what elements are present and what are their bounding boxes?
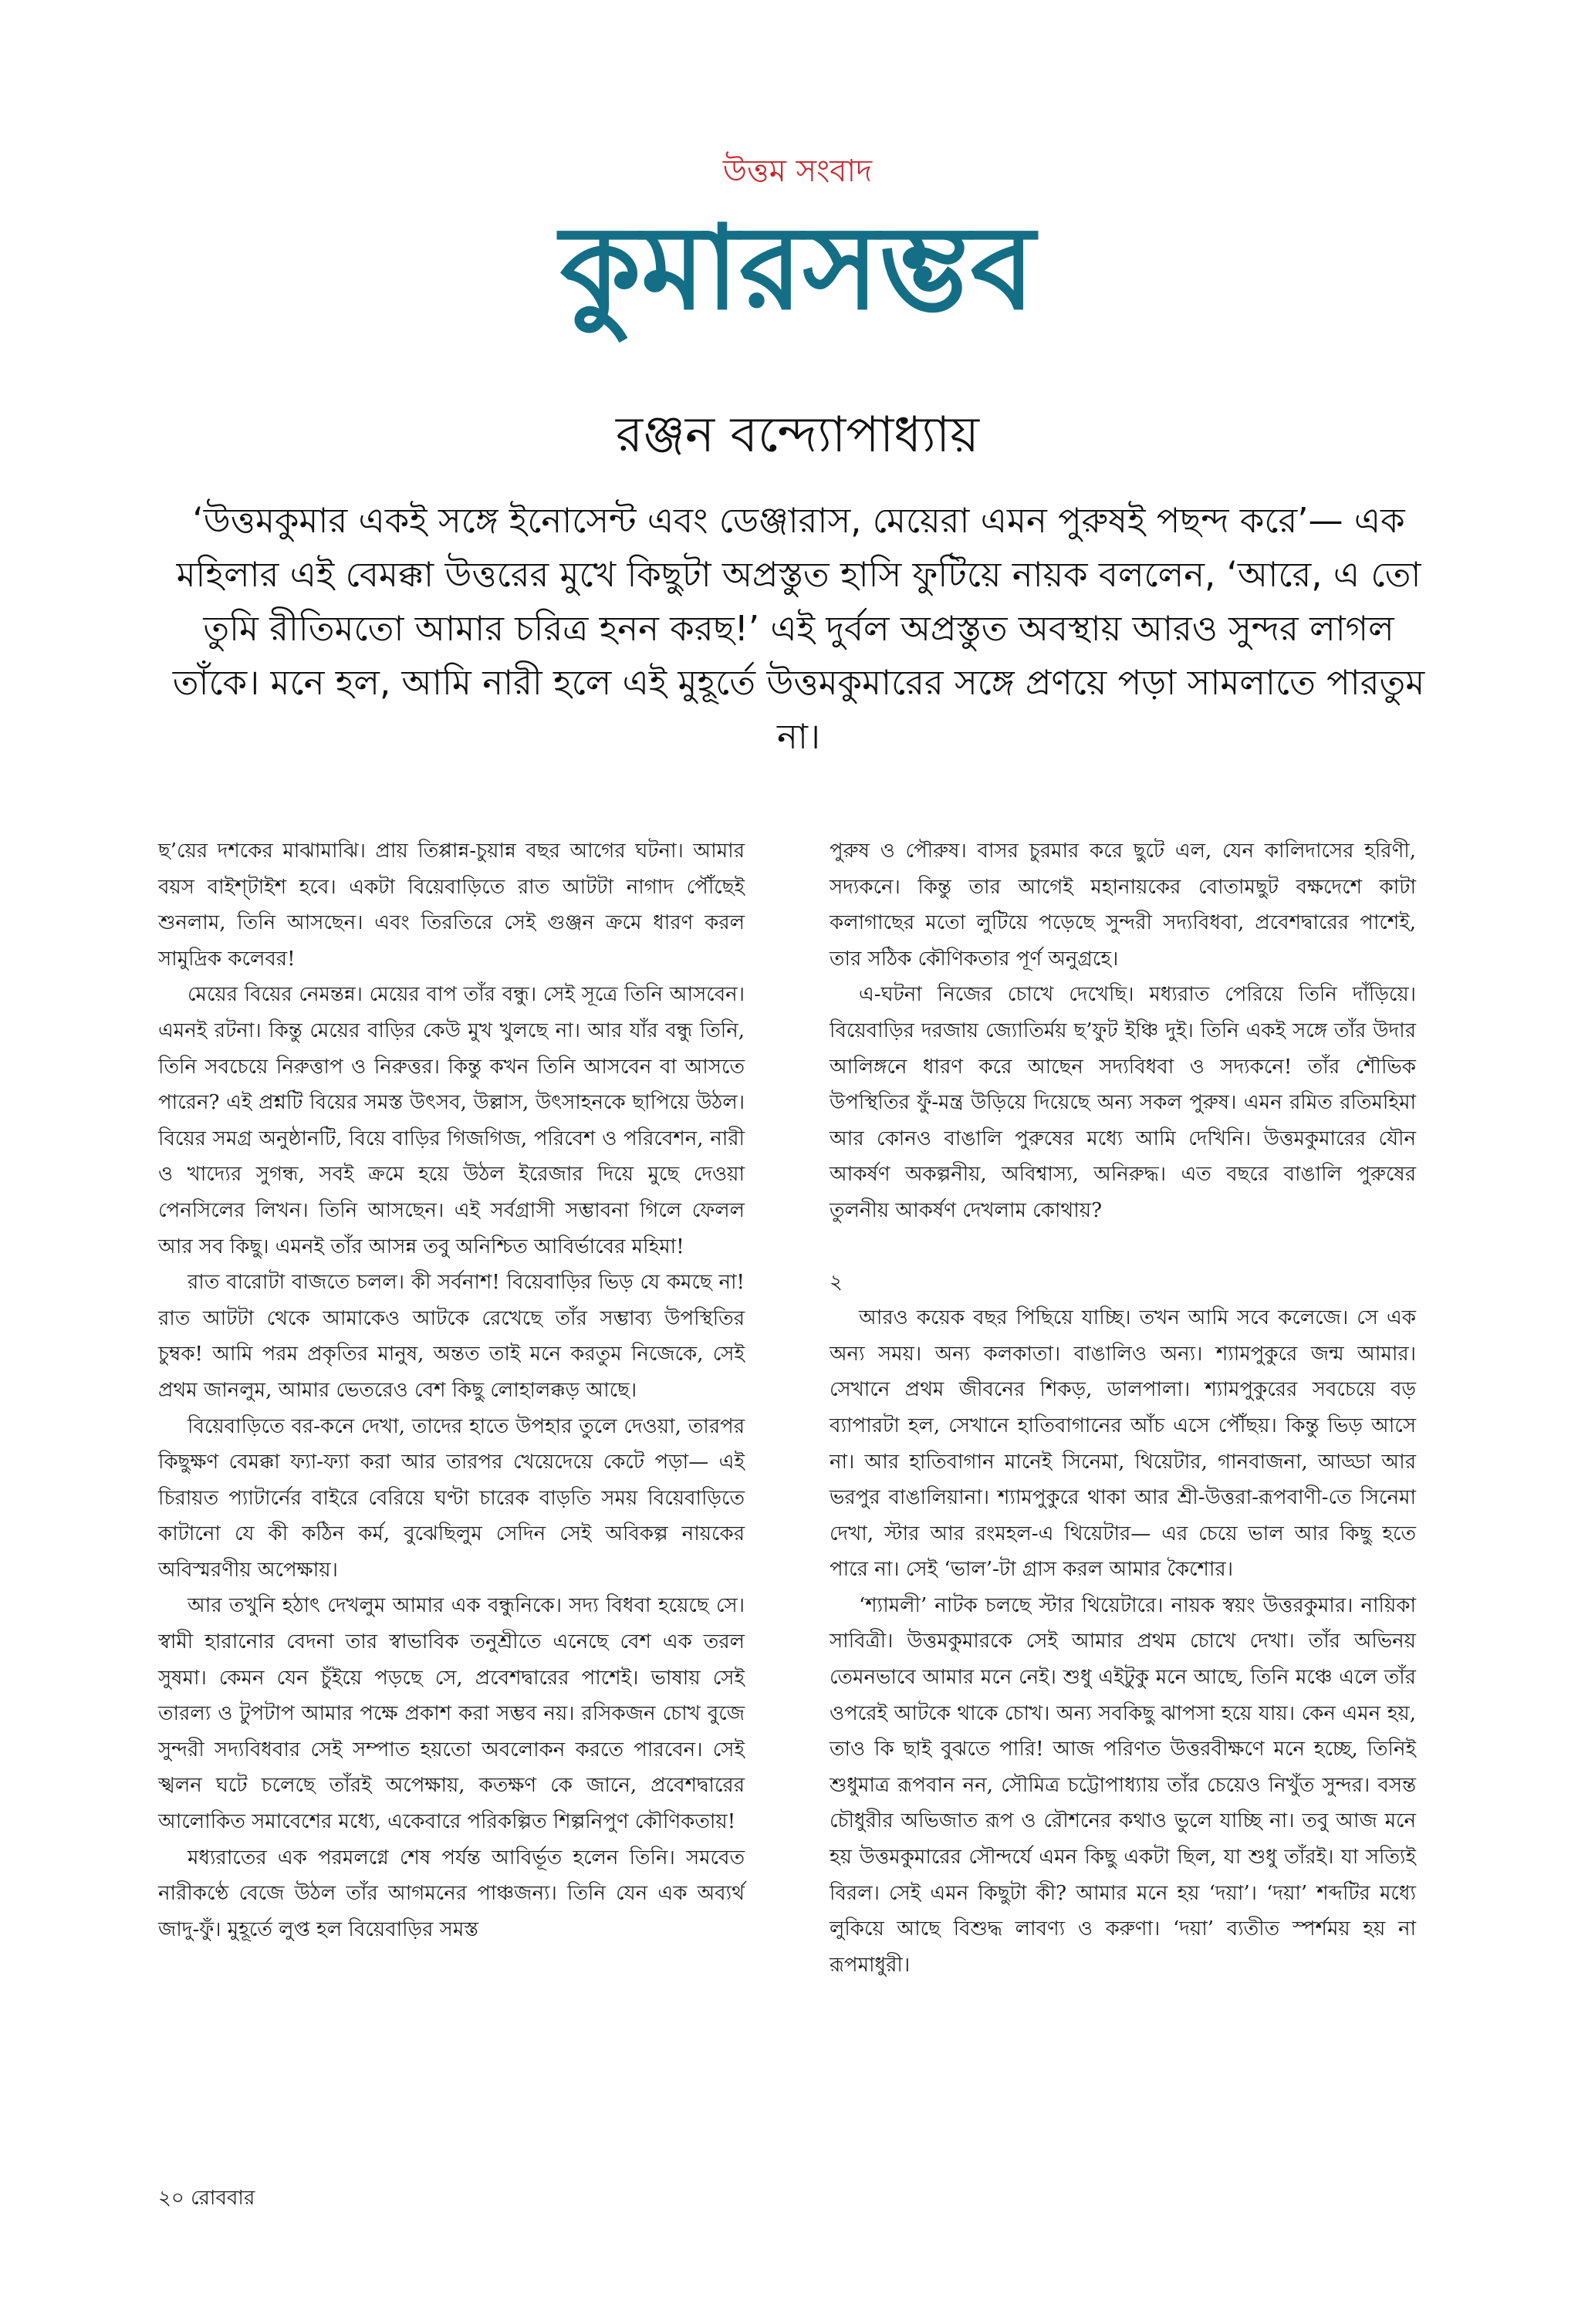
paragraph: আরও কয়েক বছর পিছিয়ে যাচ্ছি। তখন আমি সবে কলেজে। সে এক অন্য সময়। অন্য কলকাতা। বাঙালিও অন্য। শ্যামপুকুরে জন্ম আমার। সেখানে প্রথম জীবনের শিকড়, ডালপালা। শ্যামপুকুরের সবচেয়ে বড় ব্যাপারটা হল, সেখানে হাতিবাগানের আঁচ এসে পৌঁছয়। কিন্তু ভিড় আসে না। আর হাতিবাগান মানেই সিনেমা, থিয়েটার, গানবাজনা, আড্ডা আর ভরপুর বাঙালিয়ানা। শ্যামপুকুরে থাকা আর শ্রী-উত্তরা-রূপবাণী-তে সিনেমা দেখা, স্টার আর রংমহল-এ থিয়েটার— এর চেয়ে ভাল আর কিছু হতে পারে না। সেই ‘ভাল’-টা গ্রাস করল আমার কৈশোর। — [830, 1306, 1416, 1582]
paragraph: পুরুষ ও পৌরুষ। বাসর চুরমার করে ছুটে এল, যেন কালিদাসের হরিণী, সদ্যকনে। কিন্তু তার আগেই মহানায়কের বোতামছুট বক্ষদেশে কাটা কলাগাছের মতো লুটিয়ে পড়েছে সুন্দরী সদ্যবিধবা, প্রবেশদ্বারের পাশেই, তার সঠিক কৌণিকতার পূর্ণ অনুগ্রহে। — [830, 839, 1416, 971]
paragraph: এ-ঘটনা নিজের চোখে দেখেছি। মধ্যরাত পেরিয়ে তিনি দাঁড়িয়ে। বিয়েবাড়ির দরজায় জ্যোতির্ময় ছ’ফুট ইঞ্চি দুই। তিনি একই সঙ্গে তাঁর উদার আলিঙ্গনে ধারণ করে আছেন সদ্যবিধবা ও সদ্যকনে! তাঁর শৌভিক উপস্থিতির ফুঁ-মন্ত্র উড়িয়ে দিয়েছে অন্য সকল পুরুষ। এমন রমিত রতিমহিমা আর কোনও বাঙালি পুরুষের মধ্যে আমি দেখিনি। উত্তমকুমারের যৌন আকর্ষণ অকল্পনীয়, অবিশ্বাস্য, অনিরুদ্ধ। এত বছরে বাঙালি পুরুষের তুলনীয় আকর্ষণ দেখলাম কোথায়? — [830, 983, 1416, 1222]
paragraph: বিয়েবাড়িতে বর-কনে দেখা, তাদের হাতে উপহার তুলে দেওয়া, তারপর কিছুক্ষণ বেমক্কা ফ্যা-ফ্যা করা আর তারপর খেয়েদেয়ে কেটে পড়া— এই চিরায়ত প্যাটার্নের বাইরে বেরিয়ে ঘণ্টা চারেক বাড়তি সময় বিয়েবাড়িতে কাটানো যে কী কঠিন কর্ম, বুঝেছিলুম সেদিন সেই অবিকল্প নায়কের অবিস্মরণীয় অপেক্ষায়। — [158, 1414, 745, 1582]
standfirst-quote: ‘উত্তমকুমার একই সঙ্গে ইনোসেন্ট এবং ডেঞ্জারাস, মেয়েরা এমন পুরুষই পছন্দ করে’— এক মহিলার এই বেমক্কা উত্তরের মুখে কিছুটা অপ্রস্তুত হাসি ফুটিয়ে নায়ক বললেন, ‘আরে, এ তো তুমি রীতিমতো আমার চরিত্র হনন করছ!’ এই দুর্বল অপ্রস্তুত অবস্থায় আরও সুন্দর লাগল তাঁকে। মনে হল, আমি নারী হলে এই মুহূর্তে উত্তমকুমারের সঙ্গে প্রণয়ে পড়া সামলাতে পারতুম না। — [172, 500, 1425, 757]
page-folio: ২০ রোববার — [158, 2187, 255, 2210]
paragraph: মেয়ের বিয়ের নেমন্তন্ন। মেয়ের বাপ তাঁর বন্ধু। সেই সূত্রে তিনি আসবেন। এমনই রটনা। কিন্তু মেয়ের বাড়ির কেউ মুখ খুলছে না। আর যাঁর বন্ধু তিনি, তিনি সবচেয়ে নিরুত্তাপ ও নিরুত্তর। কিন্তু কখন তিনি আসবেন বা আসতে পারেন? এই প্রশ্নটি বিয়ের সমস্ত উৎসব, উল্লাস, উৎসাহনকে ছাপিয়ে উঠল। বিয়ের সমগ্র অনুষ্ঠানটি, বিয়ে বাড়ির গিজগিজ, পরিবেশ ও পরিবেশন, নারী ও খাদ্যের সুগন্ধ, সবই ক্রমে হয়ে উঠল ইরেজার দিয়ে মুছে দেওয়া পেনসিলের লিখন। তিনি আসছেন। এই সর্বগ্রাসী সম্ভাবনা গিলে ফেলল আর সব কিছু। এমনই তাঁর আসন্ন তবু অনিশ্চিত আবির্ভাবের মহিমা! — [158, 983, 745, 1258]
paragraph: রাত বারোটা বাজতে চলল। কী সর্বনাশ! বিয়েবাড়ির ভিড় যে কমছে না! রাত আটটা থেকে আমাকেও আটকে রেখেছে তাঁর সম্ভাব্য উপস্থিতির চুম্বক! আমি পরম প্রকৃতির মানুষ, অন্তত তাই মনে করতুম নিজেকে, সেই প্রথম জানলুম, আমার ভেতরেও বেশ কিছু লোহালক্কড় আছে। — [158, 1271, 745, 1402]
left-column — [158, 833, 745, 1947]
paragraph: ছ’য়ের দশকের মাঝামাঝি। প্রায় তিপ্পান্ন-চুয়ান্ন বছর আগের ঘটনা। আমার বয়স বাইশ্‌টাইশ হবে। একটা বিয়েবাড়িতে রাত আটটা নাগাদ পৌঁছেই শুনলাম, তিনি আসছেন। এবং তিরতিরে সেই গুঞ্জন ক্রমে ধারণ করল সামুদ্রিক কলেবর! — [158, 839, 745, 971]
section-kicker: উত্তম সংবাদ — [722, 154, 873, 189]
paragraph: আর তখুনি হঠাৎ দেখলুম আমার এক বন্ধুনিকে। সদ্য বিধবা হয়েছে সে। স্বামী হারানোর বেদনা তার স্বাভাবিক তনুশ্রীতে এনেছে বেশ এক তরল সুষমা। কেমন যেন চুঁইয়ে পড়ছে সে, প্রবেশদ্বারের পাশেই। ভাষায় সেই তারল্য ও টুপটাপ আমার পক্ষে প্রকাশ করা সম্ভব নয়। রসিকজন চোখ বুজে সুন্দরী সদ্যবিধবার সেই সম্পাত হয়তো অবলোকন করতে পারবেন। সেই স্খলন ঘটে চলেছে তাঁরই অপেক্ষায়, কতক্ষণ কে জানে, প্রবেশদ্বারের আলোকিত সমাবেশের মধ্যে, একেবারে পরিকল্পিত শিল্পনিপুণ কৌণিকতায়! — [158, 1594, 745, 1834]
author-byline: রঞ্জন বন্দ্যোপাধ্যায় — [616, 407, 979, 464]
paragraph: মধ্যরাতের এক পরমলগ্নে শেষ পর্যন্ত আবির্ভূত হলেন তিনি। সমবেত নারীকণ্ঠে বেজে উঠল তাঁর আগমনের পাঞ্চজন্য। তিনি যেন এক অব্যর্থ জাদু-ফুঁ। মুহূর্তে লুপ্ত হল বিয়েবাড়ির সমস্ত — [158, 1846, 745, 1941]
right-column — [830, 833, 1416, 1983]
article-title: কুমারসম্ভব — [559, 201, 1036, 336]
section-number: ২ — [830, 1270, 843, 1294]
paragraph: ‘শ্যামলী’ নাটক চলছে স্টার থিয়েটারে। নায়ক স্বয়ং উত্তরকুমার। নায়িকা সাবিত্রী। উত্তমকুমারকে সেই আমার প্রথম চোখে দেখা। তাঁর অভিনয় তেমনভাবে আমার মনে নেই। শুধু এইটুকু মনে আছে, তিনি মঞ্চে এলে তাঁর ওপরেই আটকে থাকে চোখ। অন্য সবকিছু ঝাপসা হয়ে যায়। কেন এমন হয়, তাও কি ছাই বুঝতে পারি! আজ পরিণত উত্তরবীক্ষণে মনে হচ্ছে, তিনিই শুধুমাত্র রূপবান নন, সৌমিত্র চট্টোপাধ্যায় তাঁর চেয়েও নিখুঁত সুন্দর। বসন্ত চৌধুরীর অভিজাত রূপ ও রৌশনের কথাও ভুলে যাচ্ছি না। তবু আজ মনে হয় উত্তমকুমারের সৌন্দর্যে এমন কিছু একটা ছিল, যা শুধু তাঁরই। যা সত্যিই বিরল। সেই এমন কিছুটা কী? আমার মনে হয় ‘দয়া’। ‘দয়া’ শব্দটির মধ্যে লুকিয়ে আছে বিশুদ্ধ লাবণ্য ও করুণা। ‘দয়া’ ব্যতীত স্পর্শময় হয় না রূপমাধুরী। — [830, 1593, 1416, 1977]
